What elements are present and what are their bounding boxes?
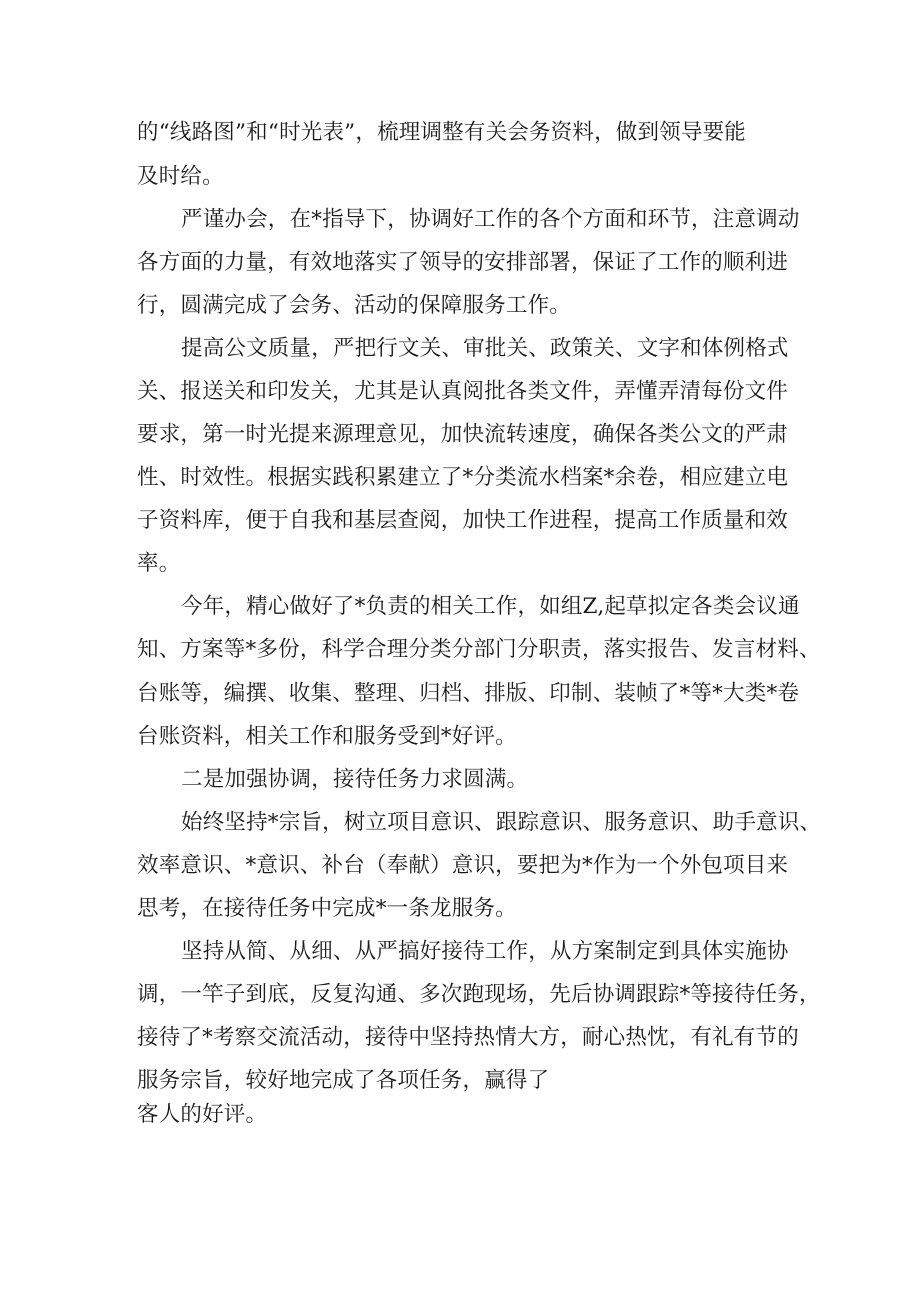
text-line: 各方面的力量，有效地落实了领导的安排部署，保证了工作的顺利进: [137, 250, 789, 275]
text-line: 接待了*考察交流活动，接待中坚持热情大方，耐心热忱，有礼有节的: [137, 1025, 799, 1050]
text-line: 知、方案等*多份，科学合理分类分部门分职责，落实报告、发言材料、: [137, 637, 821, 662]
section-heading-line: 二是加强协调，接待任务力求圆满。: [181, 767, 529, 792]
paragraph-start-line: 始终坚持*宗旨，树立项目意识、跟踪意识、服务意识、助手意识、: [181, 810, 822, 835]
paragraph-start-line: 坚持从简、从细、从严搞好接待工作，从方案制定到具体实施协: [181, 939, 789, 964]
text-line: 客人的好评。: [137, 1102, 268, 1127]
paragraph-start-line: 今年，精心做好了*负责的相关工作，如组Z,起草拟定各类会议通: [181, 594, 800, 619]
text-line: 的“线路图”和“时光表”，梳理调整有关会务资料，做到领导要能: [137, 120, 746, 145]
text-line: 思考，在接待任务中完成*一条龙服务。: [137, 896, 517, 921]
text-line: 调，一竿子到底，反复沟通、多次跑现场，先后协调跟踪*等接待任务，: [137, 982, 821, 1007]
text-line: 台账资料，相关工作和服务受到*好评。: [137, 724, 517, 749]
text-line: 服务宗旨，较好地完成了各项任务，赢得了: [137, 1068, 550, 1093]
text-line: 子资料库，便于自我和基层查阅，加快工作进程，提高工作质量和效: [137, 508, 789, 533]
text-line: 要求，第一时光提来源理意见，加快流转速度，确保各类公文的严肃: [137, 422, 789, 447]
paragraph-start-line: 提高公文质量，严把行文关、审批关、政策关、文字和体例格式: [181, 336, 789, 361]
paragraph-start-line: 严谨办会，在*指导下，协调好工作的各个方面和环节，注意调动: [181, 207, 800, 232]
text-line: 性、时效性。根据实践积累建立了*分类流水档案*余卷，相应建立电: [137, 465, 789, 490]
text-line: 效率意识、*意识、补台（奉献）意识，要把为*作为一个外包项目来: [137, 853, 789, 878]
text-line: 关、报送关和印发关，尤其是认真阅批各类文件，弄懂弄清每份文件: [137, 379, 789, 404]
text-line: 行，圆满完成了会务、活动的保障服务工作。: [137, 293, 572, 318]
text-line: 及时给。: [137, 164, 224, 189]
text-line: 率。: [137, 551, 181, 576]
text-line: 台账等，编撰、收集、整理、归档、排版、印制、装帧了*等*大类*卷: [137, 681, 800, 706]
